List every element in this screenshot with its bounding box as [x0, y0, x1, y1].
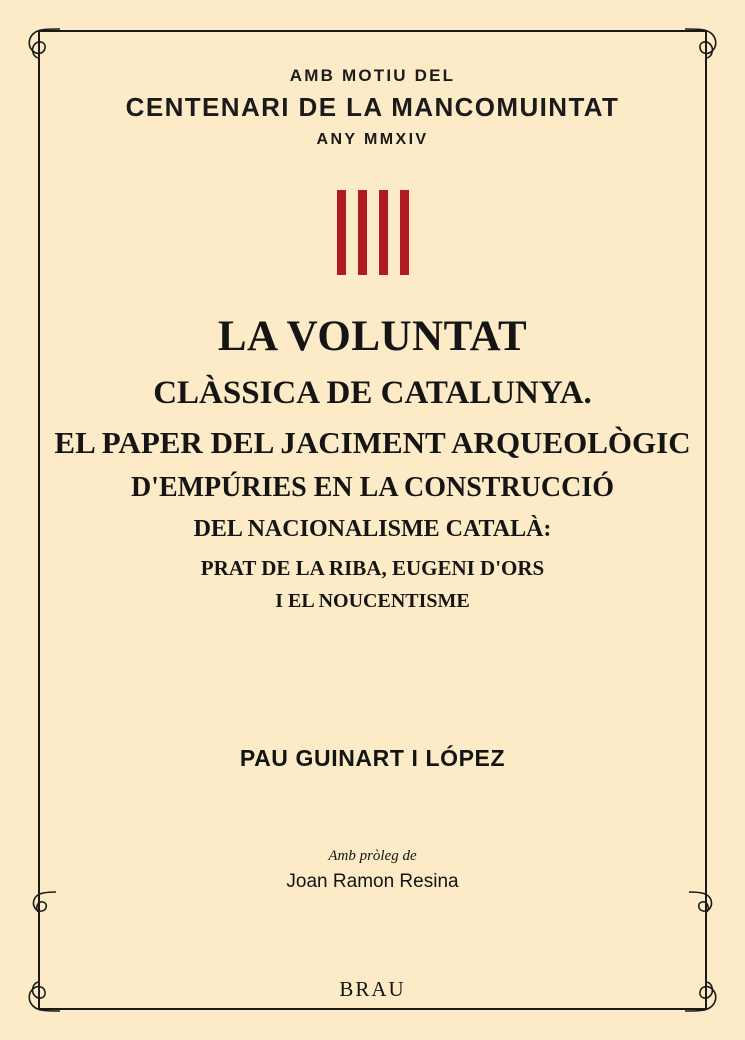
- author-name: PAU GUINART I LÓPEZ: [239, 745, 506, 771]
- corner-flourish-icon: [18, 890, 58, 930]
- emblem-bar: [400, 190, 409, 275]
- title-line-2: CLÀSSICA DE CATALUNYA.: [153, 374, 592, 411]
- header-year-line: ANY MMXIV: [316, 131, 429, 148]
- title-line-4: D'EMPÚRIES EN LA CONSTRUCCIÓ: [130, 472, 615, 504]
- title-line-7: I EL NOUCENTISME: [275, 590, 470, 613]
- header-centenary-line: CENTENARI DE LA MANCOMUINTAT: [125, 92, 620, 122]
- emblem-bar: [358, 190, 367, 275]
- title-line-5: DEL NACIONALISME CATALÀ:: [193, 516, 552, 543]
- emblem-bar: [337, 190, 346, 275]
- prologue-credit: [0, 848, 745, 893]
- corner-flourish-icon: [683, 14, 729, 60]
- title-line-1: LA VOLUNTAT: [217, 313, 528, 360]
- cover-header: [0, 66, 745, 149]
- frame-top-rule: [38, 30, 707, 32]
- prologue-intro: Amb pròleg de: [328, 848, 417, 864]
- page-title: [30, 312, 715, 614]
- prologue-author: Joan Ramon Resina: [286, 871, 459, 892]
- corner-flourish-icon: [16, 14, 62, 60]
- frame-bottom-rule: [38, 1008, 707, 1010]
- publisher-name: BRAU: [339, 977, 406, 1001]
- header-occasion-line: AMB MOTIU DEL: [289, 66, 456, 85]
- corner-flourish-icon: [687, 890, 727, 930]
- emblem-bar: [379, 190, 388, 275]
- title-line-3: EL PAPER DEL JACIMENT ARQUEOLÒGIC: [54, 424, 691, 460]
- four-bars-emblem-icon: [0, 190, 745, 275]
- title-line-6: PRAT DE LA RIBA, EUGENI D'ORS: [200, 555, 545, 580]
